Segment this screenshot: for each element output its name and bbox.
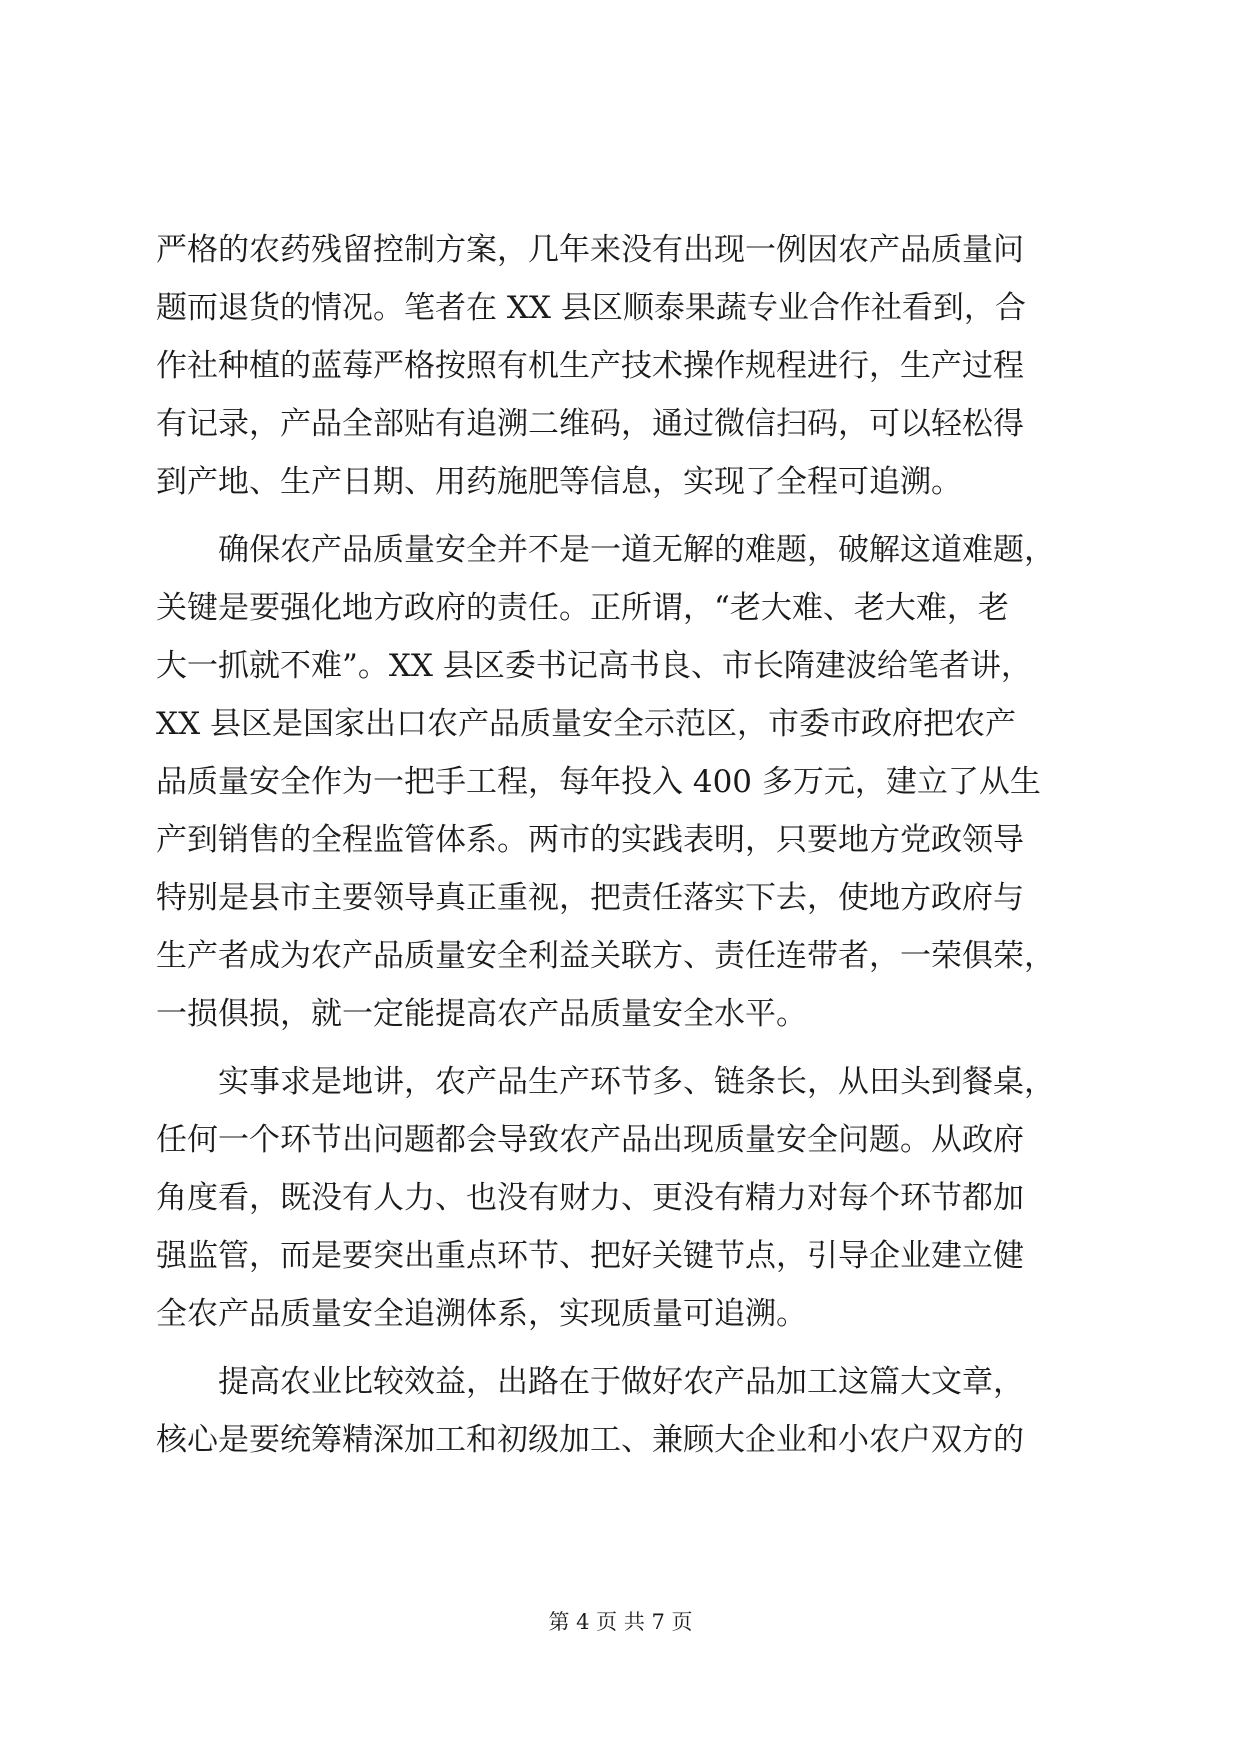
text-line: 强监管，而是要突出重点环节、把好关键节点，引导企业建立健 [156,1238,1024,1274]
text-line: 生产者成为农产品质量安全利益关联方、责任连带者，一荣俱荣， [156,938,1055,974]
text-line: XX 县区是国家出口农产品质量安全示范区，市委市政府把农产 [156,706,1016,742]
text-line: 任何一个环节出问题都会导致农产品出现质量安全问题。从政府 [156,1122,1024,1158]
text-line: 产到销售的全程监管体系。两市的实践表明，只要地方党政领导 [156,822,1024,858]
text-line: 确保农产品质量安全并不是一道无解的难题，破解这道难题， [156,532,1055,568]
text-line: 提高农业比较效益，出路在于做好农产品加工这篇大文章， [156,1364,1024,1400]
text-line: 实事求是地讲，农产品生产环节多、链条长，从田头到餐桌， [156,1064,1055,1100]
text-line: 作社种植的蓝莓严格按照有机生产技术操作规程进行，生产过程 [156,348,1024,384]
text-line: 大一抓就不难”。XX 县区委书记高书良、市长隋建波给笔者讲， [156,648,1032,684]
text-line: 关键是要强化地方政府的责任。正所谓，“老大难、老大难，老 [156,590,1009,626]
text-line: 品质量安全作为一把手工程，每年投入 400 多万元，建立了从生 [156,764,1041,800]
text-line: 有记录，产品全部贴有追溯二维码，通过微信扫码，可以轻松得 [156,406,1024,442]
text-line: 核心是要统筹精深加工和初级加工、兼顾大企业和小农户双方的 [156,1422,1024,1458]
text-line: 一损俱损，就一定能提高农产品质量安全水平。 [156,996,807,1032]
text-line: 到产地、生产日期、用药施肥等信息，实现了全程可追溯。 [156,464,962,500]
text-line: 严格的农药残留控制方案，几年来没有出现一例因农产品质量问 [156,232,1024,268]
text-line: 全农产品质量安全追溯体系，实现质量可追溯。 [156,1296,807,1332]
page-number: 第 4 页 共 7 页 [548,1610,693,1634]
text-line: 角度看，既没有人力、也没有财力、更没有精力对每个环节都加 [156,1180,1024,1216]
text-line: 题而退货的情况。笔者在 XX 县区顺泰果蔬专业合作社看到，合 [156,290,1026,326]
text-line: 特别是县市主要领导真正重视，把责任落实下去，使地方政府与 [156,880,1024,916]
